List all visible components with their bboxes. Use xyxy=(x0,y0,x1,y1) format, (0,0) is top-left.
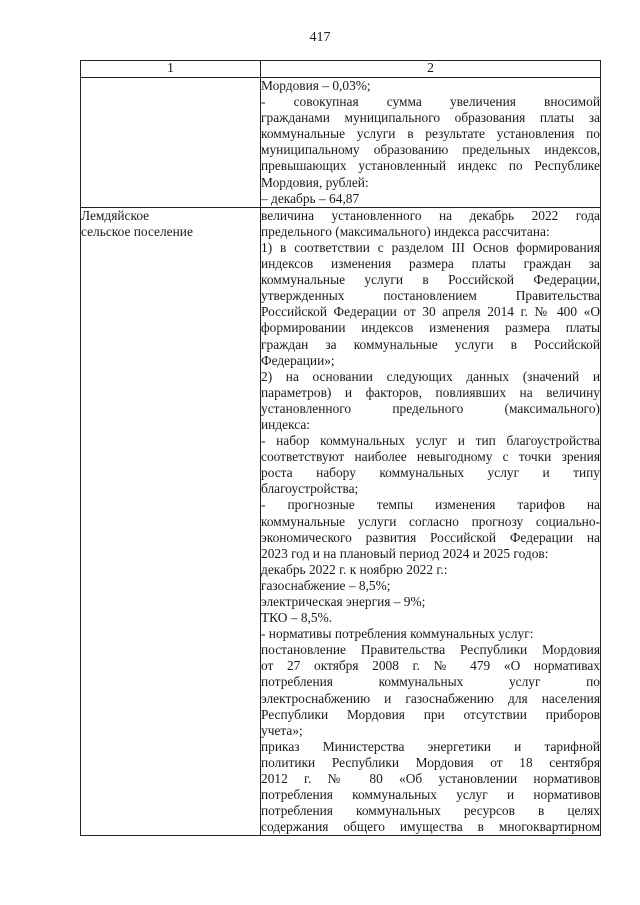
text-line: муниципальному образованию предельных индексов, xyxy=(261,142,600,158)
text-line: индексов изменения размера платы граждан за xyxy=(261,256,600,272)
text-line: 2) на основании следующих данных (значений и xyxy=(261,368,600,384)
text-line: превышающих установленный индекс по Республике xyxy=(261,158,600,174)
text-line: газоснабжение – 8,5%; xyxy=(261,577,391,593)
document-table xyxy=(80,60,601,836)
row1-right-cell xyxy=(261,78,601,208)
page-number: 417 xyxy=(309,30,331,45)
text-line: 2012 г. № 80 «Об установлении нормативов xyxy=(261,771,600,787)
text-line: - прогнозные темпы изменения тарифов на xyxy=(261,497,600,513)
text-line: экономического развития Российской Федерации на xyxy=(261,529,600,545)
text-line: Российской Федерации от 30 апреля 2014 г. № 400 «О xyxy=(261,304,600,320)
text-line: приказ Министерства энергетики и тарифной xyxy=(261,738,600,754)
text-line: Федерации»; xyxy=(261,352,335,368)
text-line: величина установленного на декабрь 2022 года xyxy=(261,207,600,223)
text-line: Мордовия, рублей: xyxy=(261,174,369,190)
text-line: декабрь 2022 г. к ноябрю 2022 г.: xyxy=(261,561,448,577)
text-line: ТКО – 8,5%. xyxy=(261,610,333,626)
text-line: благоустройства; xyxy=(261,481,359,497)
text-line: соответствуют наиболее невыгодному с точки зрения xyxy=(261,449,600,465)
settlement-name-line: Лемдяйское xyxy=(81,207,150,223)
text-line: от 27 октября 2008 г. № 479 «О нормативах xyxy=(261,658,600,674)
text-line: индекса: xyxy=(261,416,311,432)
text-line: - совокупная сумма увеличения вносимой xyxy=(261,94,600,110)
text-line: потребления коммунальных услуг по xyxy=(261,674,600,690)
row2-right-cell xyxy=(261,207,601,836)
text-line: 1) в соответствии с разделом III Основ формирования xyxy=(261,239,600,255)
text-line: политики Республики Мордовия от 18 сентября xyxy=(261,754,600,770)
column-header-1: 1 xyxy=(81,61,261,78)
text-line: Республики Мордовия при отсутствии приборов xyxy=(261,706,600,722)
text-line: параметров) и факторов, повлиявших на величину xyxy=(261,384,600,400)
text-line: электрическая энергия – 9%; xyxy=(261,594,426,609)
column-header-2: 2 xyxy=(261,61,601,78)
text-line: учета»; xyxy=(261,722,303,738)
text-line: – декабрь – 64,87 xyxy=(261,190,360,206)
text-line: утвержденных постановлением Правительства xyxy=(261,288,600,304)
row2-left-cell xyxy=(81,207,261,836)
text-line: Мордовия – 0,03%; xyxy=(261,78,371,93)
settlement-name-line: сельское поселение xyxy=(81,223,193,239)
text-line: формировании индексов изменения размера платы xyxy=(261,320,600,336)
table-row xyxy=(81,78,601,208)
text-line: роста набору коммунальных услуг и типу xyxy=(261,465,600,481)
text-line: коммунальные услуги согласно прогнозу социально- xyxy=(261,513,600,529)
text-line: коммунальные услуги в Российской Федерации, xyxy=(261,272,600,288)
text-line: 2023 год и на плановый период 2024 и 2025 годов: xyxy=(261,545,549,561)
text-line: - набор коммунальных услуг и тип благоустройства xyxy=(261,433,600,449)
text-line: коммунальные услуги в результате установления по xyxy=(261,126,600,142)
text-line: электроснабжению и газоснабжению для населения xyxy=(261,690,600,706)
text-line: потребления коммунальных услуг и нормативов xyxy=(261,787,600,803)
text-line: установленного предельного (максимального) xyxy=(261,400,600,416)
text-line: содержания общего имущества в многоквартирном xyxy=(261,819,600,835)
row1-left-cell xyxy=(81,78,261,208)
table-row xyxy=(81,207,601,836)
text-line: гражданами муниципального образования платы за xyxy=(261,110,600,126)
text-line: - нормативы потребления коммунальных услуг: xyxy=(261,626,534,642)
text-line: предельного (максимального) индекса рассчитана: xyxy=(261,223,550,239)
table-header-row xyxy=(81,61,601,78)
text-line: потребления коммунальных ресурсов в целях xyxy=(261,803,600,819)
text-line: граждан за коммунальные услуги в Российской xyxy=(261,336,600,352)
text-line: постановление Правительства Республики Мордовия xyxy=(261,642,600,658)
